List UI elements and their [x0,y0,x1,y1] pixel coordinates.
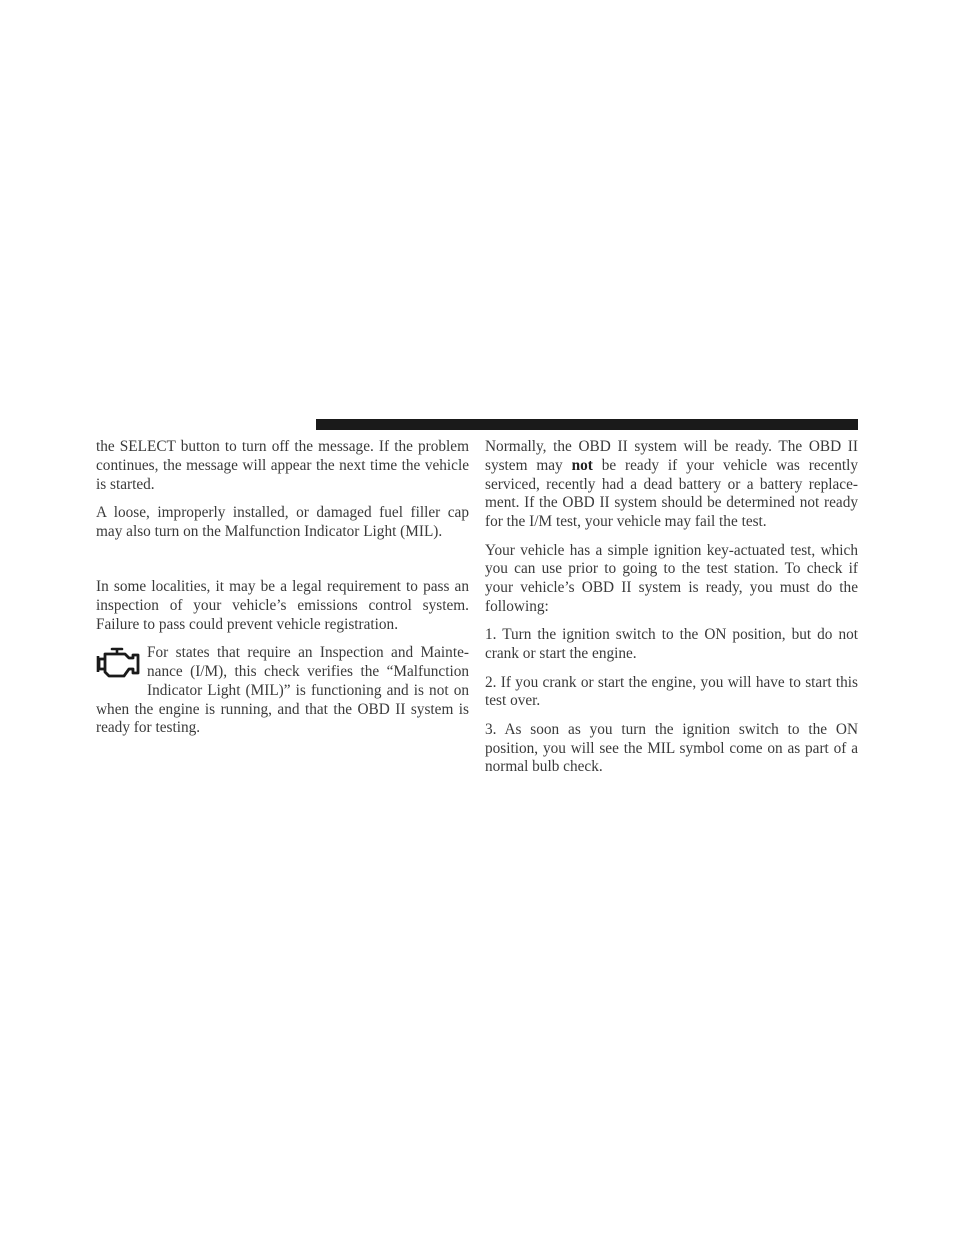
paragraph-inspection: For states that require an Inspection and Maintenance (I/M), this check verifies the “Malfunction Indicator Light (MIL)” is functioning and is not on when the engine is running, and that the OBD II system is ready for testing. [96,644,469,737]
step-2: 2. If you crank or start the engine, you will have to start this test over. [485,673,858,710]
section-header-bar [316,419,858,430]
right-column [485,438,858,787]
icon-paragraph [96,644,469,738]
paragraph-legal-requirement: In some localities, it may be a legal requirement to pass an inspection of your vehicle’s emissions control system. Failure to pass could prevent vehicle registration. [96,578,469,633]
paragraph-fuel-cap: A loose, improperly installed, or damaged fuel filler cap may also turn on the Malfunction Indicator Light (MIL). [96,503,469,540]
left-column [96,438,469,748]
paragraph-obd-ready [485,438,858,532]
check-engine-icon [96,644,140,684]
paragraph-ignition-test: Your vehicle has a simple ignition key-actuated test, which you can use prior to going to the test station. To check if your vehicle’s OBD II system is ready, you must do the following: [485,541,858,615]
paragraph-select-button: the SELECT button to turn off the message. If the problem continues, the message will appear the next time the vehicle is started. [96,438,469,493]
obd-ready-text-end: be ready if your vehicle was recently serviced, recently had a dead battery or a battery replacement. If the OBD II system should be determined not ready for the I/M test, your vehicle may fail the test. [485,456,858,531]
step-3: 3. As soon as you turn the ignition switch to the ON position, you will see the MIL symbol come on as part of a normal bulb check. [485,720,858,776]
obd-ready-bold-not: not [571,456,593,474]
step-1: 1. Turn the ignition switch to the ON position, but do not crank or start the engine. [485,626,858,663]
heading-gap [96,551,469,578]
obd-ready-text-start: Normally, the OBD II system will be ready. The OBD II system may [485,438,858,474]
